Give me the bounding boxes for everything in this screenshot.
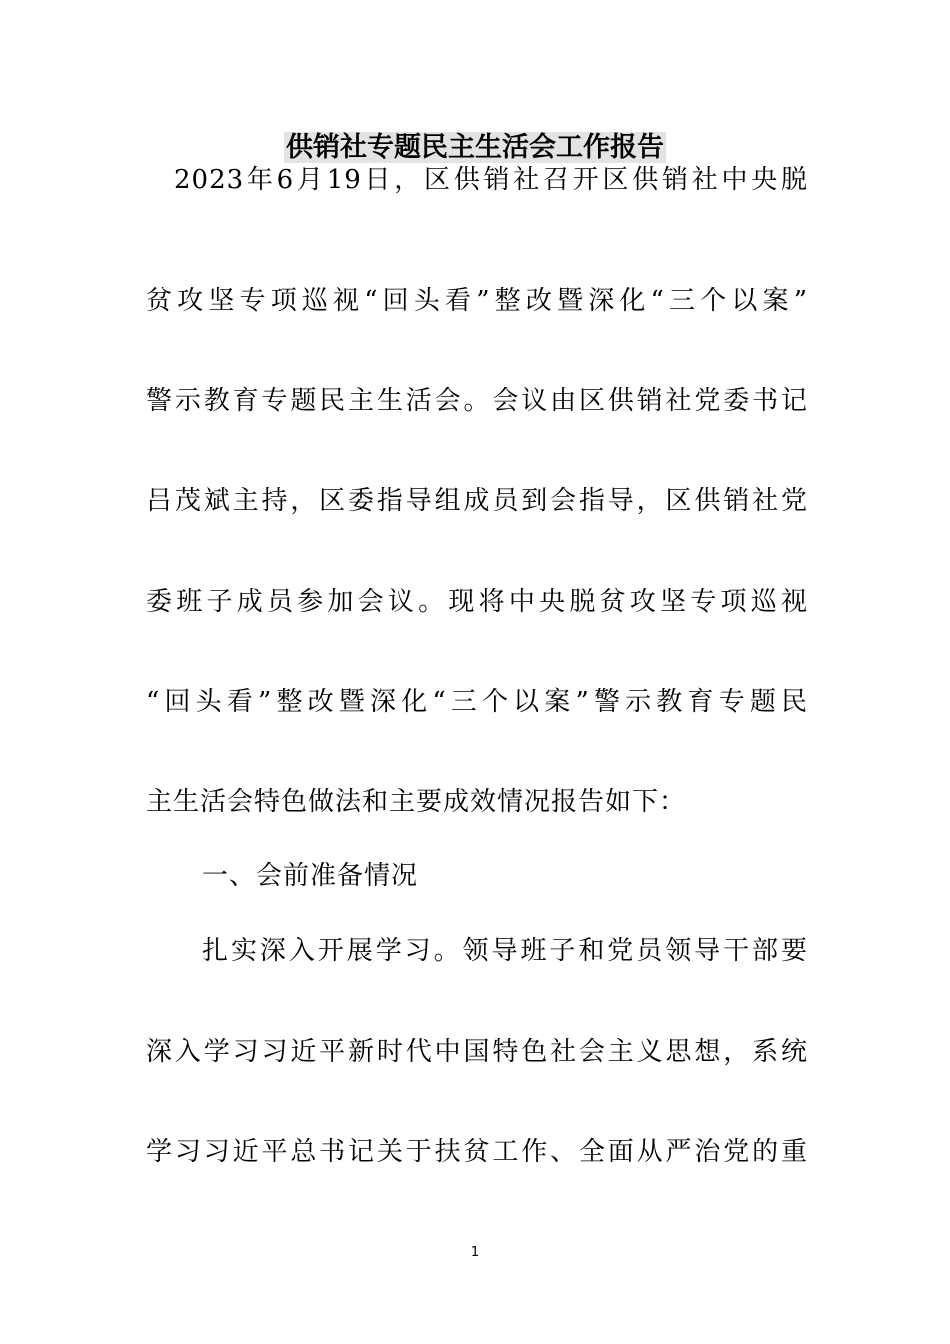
paragraph-line: 2023年6月19日，区供销社召开区供销社中央脱 [174,165,808,195]
paragraph-line: 扎实深入开展学习。领导班子和党员领导干部要 [202,936,808,966]
paragraph-line: 吕茂斌主持，区委指导组成员到会指导，区供销社党 [146,486,808,516]
paragraph-line: 深入学习习近平新时代中国特色社会主义思想，系统 [146,1037,808,1067]
paragraph-line: 委班子成员参加会议。现将中央脱贫攻坚专项巡视 [146,587,808,617]
page-number: 1 [470,1245,480,1260]
paragraph-line: 警示教育专题民主生活会。会议由区供销社党委书记 [146,386,808,416]
section-heading: 一、会前准备情况 [202,861,419,891]
paragraph-line: 贫攻坚专项巡视“回头看”整改暨深化“三个以案” [146,286,808,316]
paragraph-line: “回头看”整改暨深化“三个以案”警示教育专题民 [146,687,808,717]
paragraph-line: 学习习近平总书记关于扶贫工作、全面从严治党的重 [146,1137,808,1167]
document-title-text: 供销社专题民主生活会工作报告 [286,132,664,163]
paragraph-line: 主生活会特色做法和主要成效情况报告如下： [146,787,687,817]
